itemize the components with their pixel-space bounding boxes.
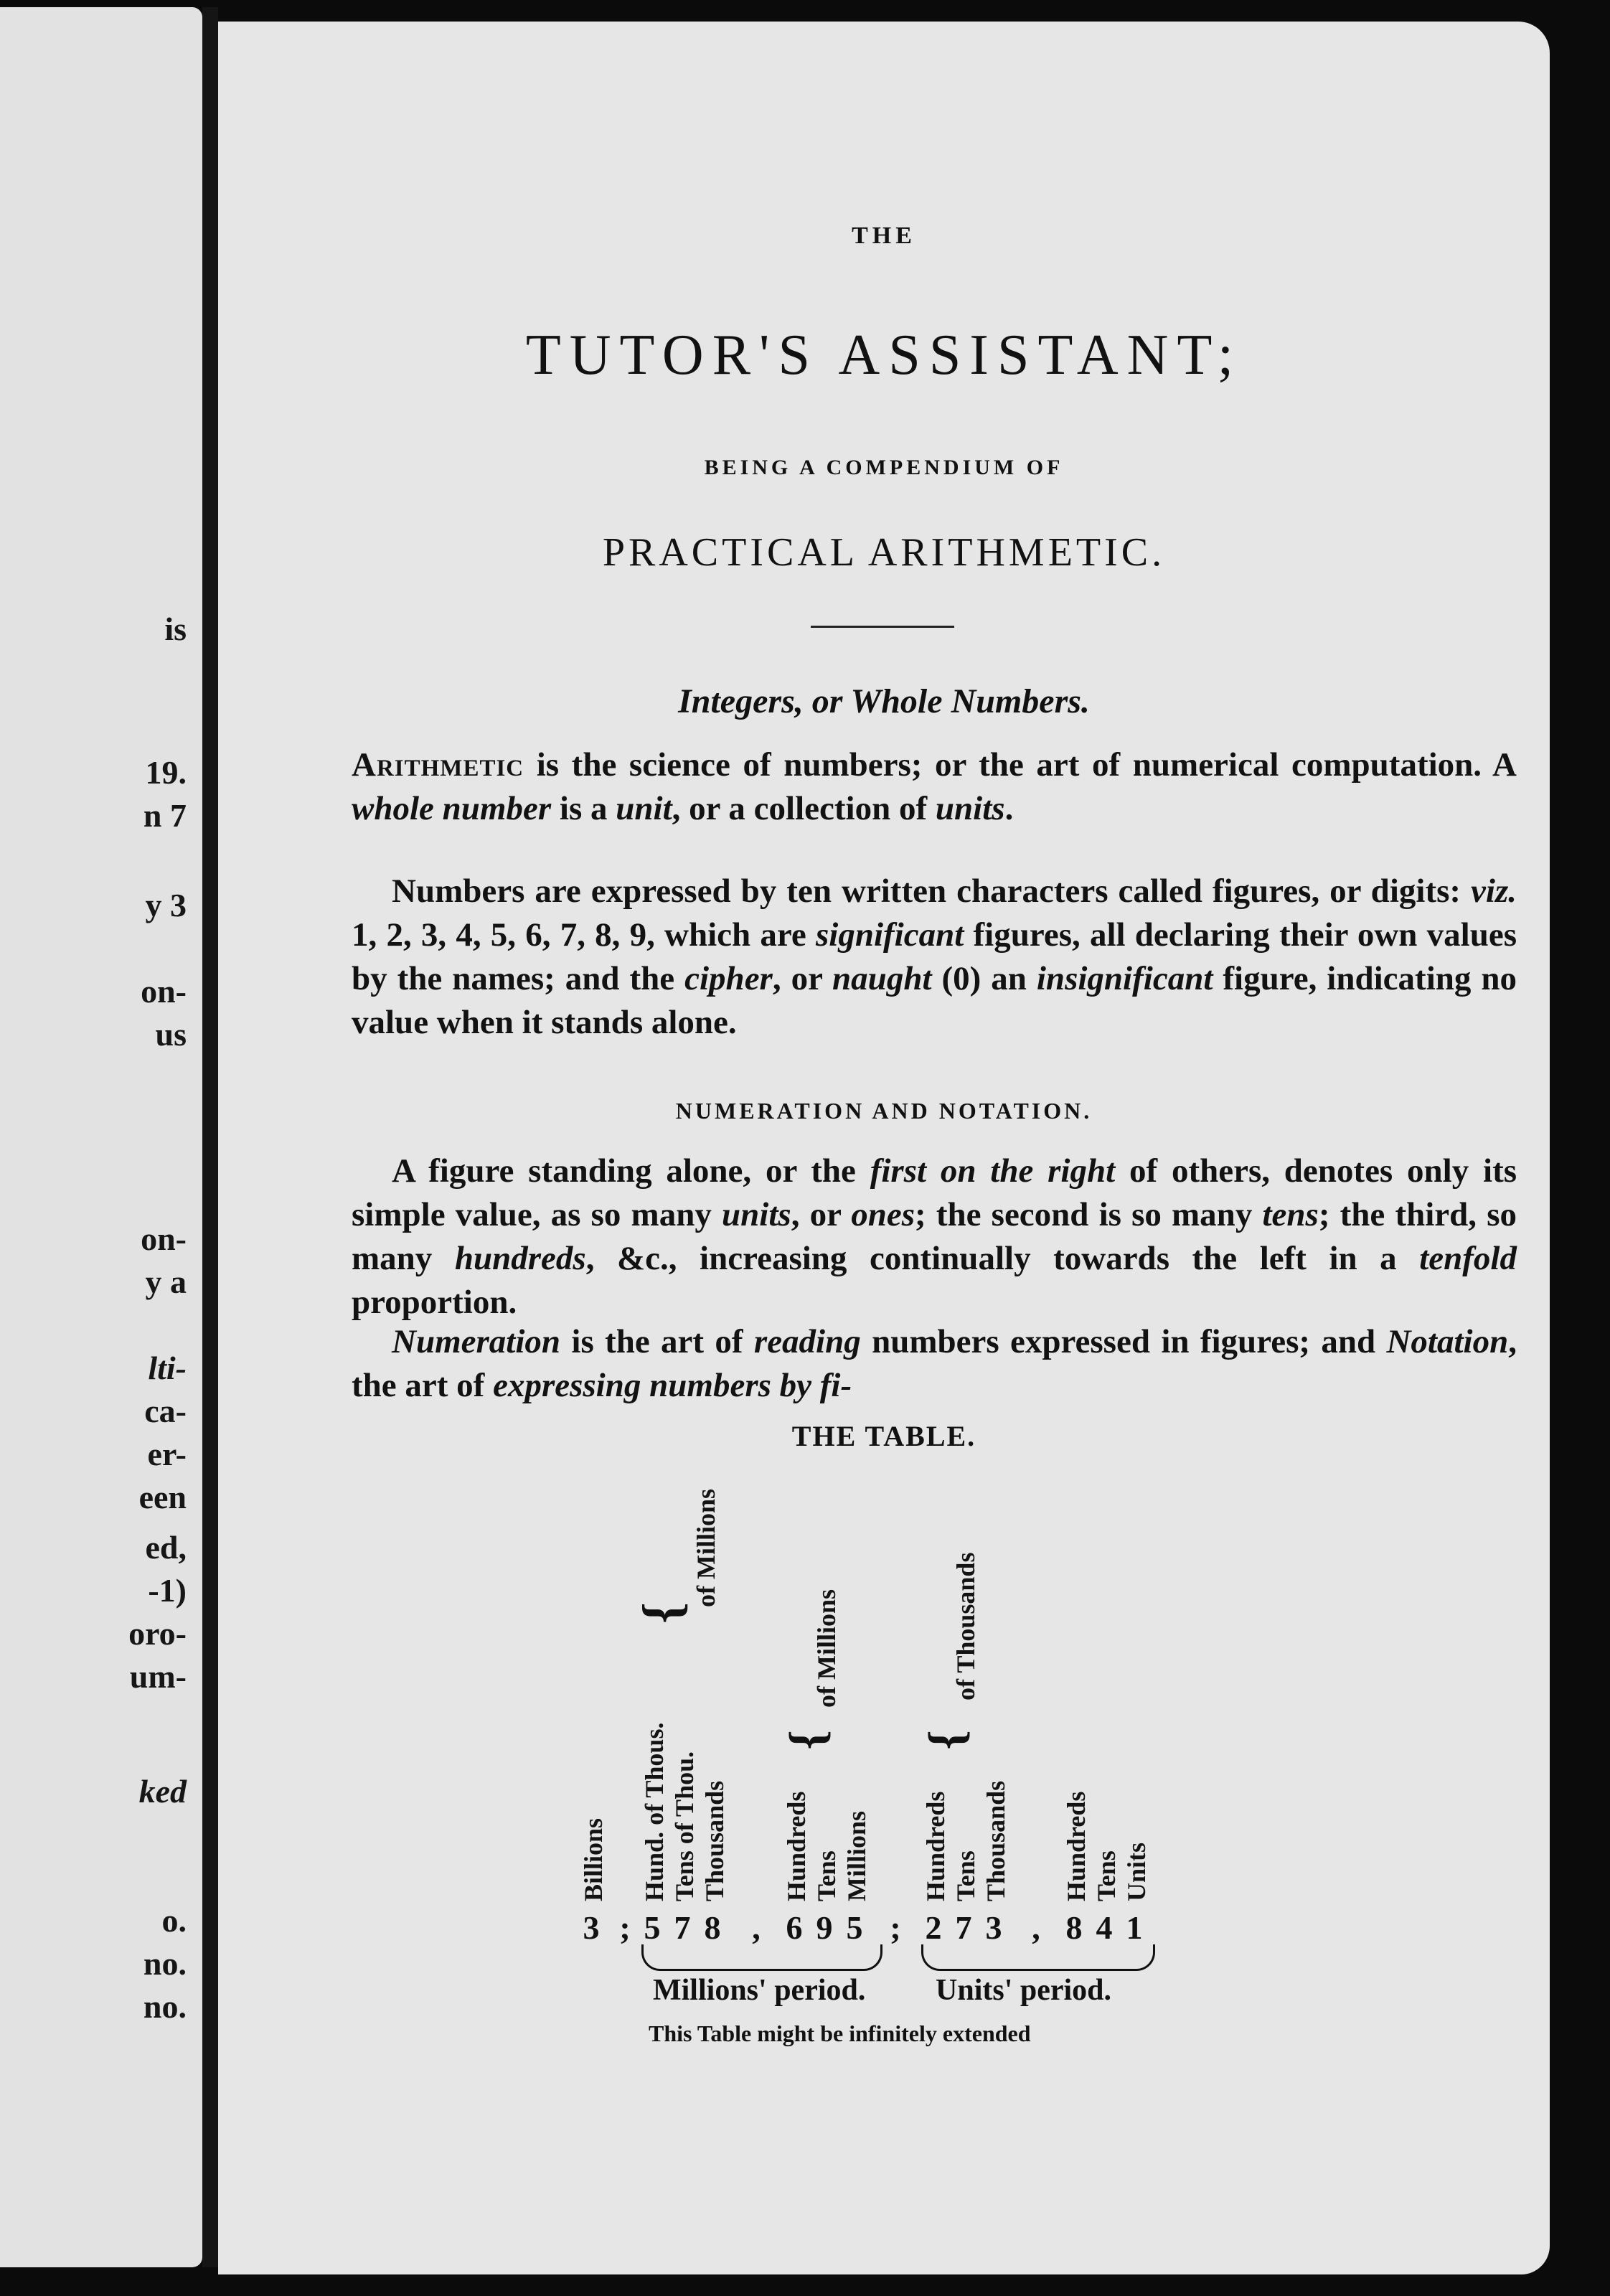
table-separator: ,	[1032, 1909, 1040, 1946]
divider-rule	[811, 626, 954, 628]
text-run: .	[1004, 790, 1014, 827]
left-fragment: o.	[161, 1902, 187, 1939]
italic-run: cipher	[684, 960, 773, 997]
left-fragment: is	[164, 611, 187, 647]
col-label: Tens of Thou.	[670, 1751, 699, 1901]
left-fragment: y 3	[145, 887, 187, 923]
group-brace: {	[631, 1602, 692, 1624]
text-run: proportion.	[352, 1284, 517, 1321]
col-label: Tens	[951, 1850, 980, 1901]
italic-run: insignificant	[1036, 960, 1213, 997]
text-run: is a	[551, 790, 616, 827]
group-label: of Thousands	[951, 1552, 980, 1700]
table-digit: 3	[985, 1909, 1002, 1946]
numeration-table	[218, 1449, 1550, 2052]
col-label: Hundreds	[921, 1791, 950, 1901]
table-title: THE TABLE.	[791, 1420, 976, 1452]
text-run: figures, all declaring their own values by the names; and the	[352, 916, 1517, 997]
italic-run: reading	[753, 1323, 861, 1360]
group-brace: {	[918, 1730, 974, 1750]
text-run: , the art of	[352, 1323, 1517, 1404]
table-digit: 5	[846, 1909, 863, 1946]
book-page	[218, 22, 1550, 2274]
text-run: of others, denotes only its simple value, as so many	[352, 1152, 1517, 1233]
italic-run: units	[722, 1196, 791, 1233]
italic-run: unit	[616, 790, 672, 827]
text-run: A figure standing alone, or the	[392, 1152, 870, 1190]
table-digit: 6	[786, 1909, 803, 1946]
table-digit: 5	[644, 1909, 661, 1946]
left-fragment: er-	[147, 1436, 187, 1472]
left-page-fragment	[0, 7, 202, 2267]
col-label: Tens	[1092, 1850, 1121, 1901]
paragraph-2	[352, 870, 1517, 1045]
main-title: PRACTICAL ARITHMETIC.	[602, 530, 1166, 575]
col-label: Millions	[842, 1810, 871, 1901]
left-fragment: ca-	[144, 1393, 187, 1429]
left-fragment: -1)	[148, 1572, 187, 1609]
left-fragment: no.	[143, 1945, 187, 1982]
period-brace	[641, 1944, 882, 1971]
left-fragment: ked	[138, 1773, 187, 1810]
text-run: is the art of	[560, 1323, 754, 1360]
group-brace: {	[779, 1730, 835, 1750]
paragraph-3	[352, 1149, 1517, 1325]
table-digit: 2	[925, 1909, 942, 1946]
table-digit: 7	[955, 1909, 972, 1946]
col-label: Thousands	[981, 1780, 1010, 1901]
left-fragment: y a	[145, 1264, 187, 1300]
left-fragment: n 7	[143, 797, 187, 834]
period-brace	[921, 1944, 1155, 1971]
lead-word: Arithmetic	[352, 746, 524, 784]
col-label: Thousands	[700, 1780, 729, 1901]
text-run: is the science of numbers; or the art of numerical computation. A	[524, 746, 1517, 784]
text-run: (0) an	[931, 960, 1037, 997]
col-label: Billions	[579, 1817, 608, 1901]
italic-run: Numeration	[392, 1323, 561, 1360]
italic-run: tenfold	[1419, 1240, 1517, 1277]
left-fragment: ed,	[145, 1529, 187, 1566]
book-gutter	[202, 7, 218, 2267]
paragraph-4	[352, 1320, 1517, 1408]
text-run: numbers expressed in figures; and	[860, 1323, 1387, 1360]
subheading: NUMERATION AND NOTATION.	[675, 1098, 1093, 1124]
text-run: figure, indicating no value when it stands alone.	[352, 960, 1517, 1041]
table-digit: 1	[1126, 1909, 1143, 1946]
text-run: , or	[791, 1196, 852, 1233]
text-run: , &c., increasing continually towards the left in a	[585, 1240, 1420, 1277]
italic-run: ones	[851, 1196, 915, 1233]
text-run: ; the second is so many	[915, 1196, 1263, 1233]
left-fragment: on-	[141, 1220, 187, 1257]
text-run: ; the third, so many	[352, 1196, 1517, 1277]
left-fragment: on-	[141, 973, 187, 1010]
kicker: THE	[852, 222, 916, 249]
table-separator: ;	[619, 1909, 631, 1946]
left-fragment: no.	[143, 1988, 187, 2025]
group-label: of Millions	[812, 1589, 841, 1708]
col-label: Hundreds	[782, 1791, 811, 1901]
col-label: Hund. of Thous.	[640, 1722, 669, 1901]
col-label: Tens	[812, 1850, 841, 1901]
group-label: of Millions	[692, 1488, 720, 1607]
table-digit: 8	[1065, 1909, 1083, 1946]
italic-run: Notation	[1386, 1323, 1509, 1360]
left-fragment: oro-	[128, 1615, 187, 1652]
table-digit: 3	[583, 1909, 600, 1946]
paragraph-1	[352, 743, 1517, 831]
italic-run: significant	[815, 916, 964, 954]
col-label: Units	[1122, 1842, 1151, 1901]
italic-run: naught	[832, 960, 932, 997]
text-run: 1, 2, 3, 4, 5, 6, 7, 8, 9, which are	[352, 916, 816, 954]
title: TUTOR'S ASSISTANT;	[525, 324, 1243, 387]
table-separator: ;	[890, 1909, 901, 1946]
left-fragment: lti-	[148, 1350, 187, 1386]
table-digit: 4	[1096, 1909, 1113, 1946]
italic-run: units	[935, 790, 1005, 827]
italic-run: first on the right	[870, 1152, 1116, 1190]
subtitle: BEING A COMPENDIUM OF	[704, 456, 1064, 479]
text-run: Numbers are expressed by ten written characters called figures, or digits:	[392, 872, 1472, 910]
italic-run: hundreds	[454, 1240, 586, 1277]
left-fragment: een	[138, 1479, 187, 1515]
period-label: Units' period.	[936, 1974, 1112, 2007]
left-fragment: us	[155, 1016, 187, 1053]
table-digit: 9	[816, 1909, 833, 1946]
period-label: Millions' period.	[653, 1974, 866, 2007]
table-note: This Table might be infinitely extended	[649, 2020, 1031, 2046]
text-run: , or	[772, 960, 833, 997]
table-separator: ,	[752, 1909, 761, 1946]
table-digit: 8	[704, 1909, 721, 1946]
italic-run: expressing numbers by fi-	[493, 1367, 852, 1404]
section-title: Integers, or Whole Numbers.	[678, 682, 1090, 720]
text-run: , or a collection of	[672, 790, 936, 827]
table-digit: 7	[674, 1909, 691, 1946]
italic-run: viz.	[1471, 872, 1517, 910]
left-fragment: um-	[129, 1658, 187, 1695]
italic-run: tens	[1262, 1196, 1319, 1233]
italic-run: whole number	[352, 790, 552, 827]
col-label: Hundreds	[1062, 1791, 1091, 1901]
left-fragment: 19.	[145, 754, 187, 791]
